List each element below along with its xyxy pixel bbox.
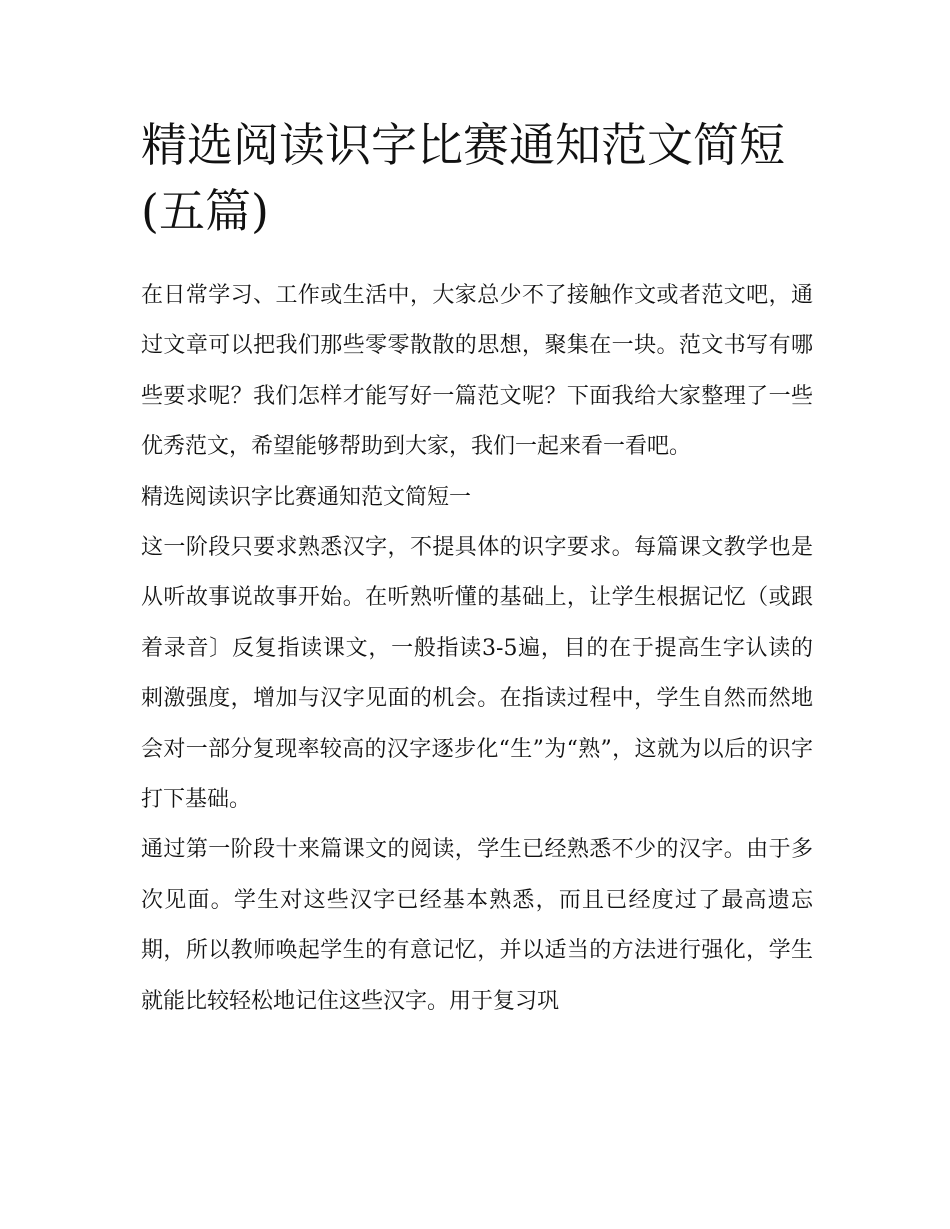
intro-paragraph: 在日常学习、工作或生活中，大家总少不了接触作文或者范文吧，通过文章可以把我们那些零零散散的思想，聚集在一块。范文书写有哪些要求呢？我们怎样才能写好一篇范文呢？下面我给大家整理了一些优秀范文，希望能够帮助到大家，我们一起来看一看吧。: [141, 283, 813, 460]
section-heading: 精选阅读识字比赛通知范文简短一: [141, 484, 472, 510]
document-content: [141, 112, 813, 1027]
body-paragraph: 通过第一阶段十来篇课文的阅读，学生已经熟悉不少的汉字。由于多次见面。学生对这些汉字已经基本熟悉，而且已经度过了最高遗忘期，所以教师唤起学生的有意记忆，并以适当的方法进行强化，学生就能比较轻松地记住这些汉字。用于复习巩: [141, 837, 813, 1014]
body-paragraph: 这一阶段只要求熟悉汉字，不提具体的识字要求。每篇课文教学也是从听故事说故事开始。在听熟听懂的基础上，让学生根据记忆（或跟着录音〕反复指读课文，一般指读3-5遍，目的在于提高生字认读的刺激强度，增加与汉字见面的机会。在指读过程中，学生自然而然地会对一部分复现率较高的汉字逐步化“生”为“熟”，这就为以后的识字打下基础。: [141, 535, 813, 813]
document-title: 精选阅读识字比赛通知范文简短(五篇): [141, 118, 785, 238]
